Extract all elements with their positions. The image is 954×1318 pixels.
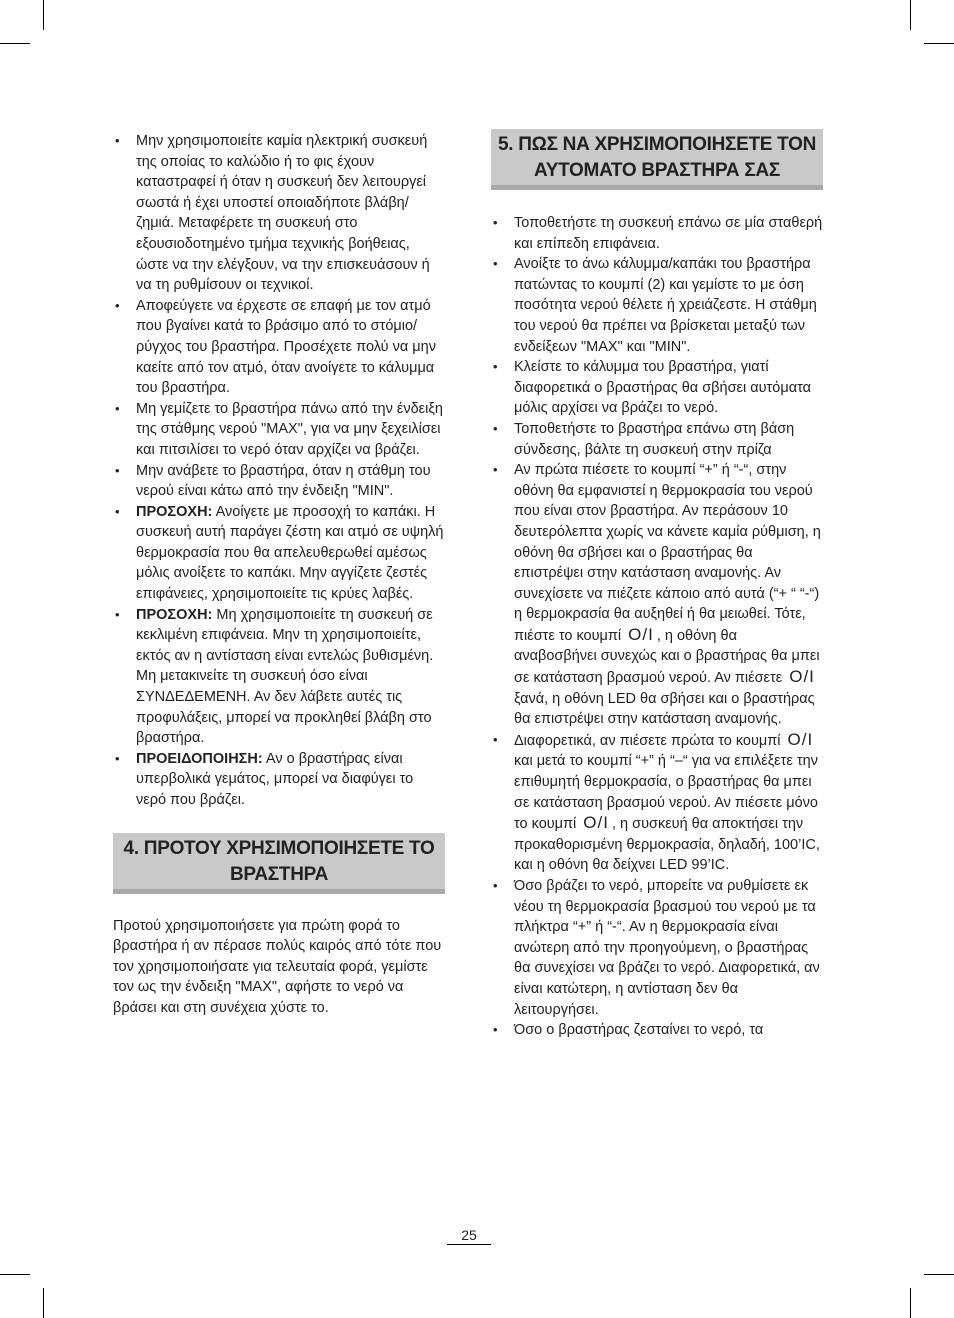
item-text: Ανοίξτε το άνω κάλυμμα/καπάκι του βραστήρα πατώντας το κουμπί (2) και γεμίστε το με όση ποσότητα νερού θέλετε ή χρειάζεστε. Η στάθμη του νερού θα πρέπει να βρίσκεται μεταξύ των ενδείξεων "MAX" και "MIN". (514, 256, 817, 355)
list-item (491, 357, 823, 419)
item-text: Κλείστε το κάλυμμα του βραστήρα, γιατί διαφορετικά ο βραστήρας θα σβήσει αυτόματα μόλις αρχίσει να βράζει το νερό. (514, 359, 811, 417)
item-text: , η συσκευή θα αποκτήσει την προκαθορισμένη θερμοκρασία, δηλαδή, 100’IC, και η οθόνη θα δείχνει LED 99’IC. (514, 816, 820, 874)
warnings-list (113, 131, 445, 811)
list-item (491, 254, 823, 357)
crop-mark (0, 43, 30, 44)
heading-line: 5. ΠΩΣ ΝΑ ΧΡΗΣΙΜΟΠΟΙΗΣΕΤΕ ΤΟΝ (497, 134, 817, 155)
item-text: Όσο ο βραστήρας ζεσταίνει το νερό, τα (514, 1022, 764, 1039)
heading-line: ΑΥΤΟΜΑΤΟ ΒΡΑΣΤΗΡΑ ΣΑΣ (534, 160, 780, 181)
item-text: Ανοίγετε με προσοχή το καπάκι. Η συσκευή αυτή παράγει ζέστη και ατμό σε υψηλή θερμοκρασία που θα απελευθερωθεί αμέσως μόλις ανοίξετε το καπάκι. Μην αγγίζετε ζεστές επιφάνειες, χρησιμοποιείτε τις κρύες λαβές. (136, 503, 444, 603)
power-button-icon: O/I (583, 813, 609, 833)
list-item (113, 749, 445, 811)
list-item (491, 876, 823, 1020)
right-column (491, 129, 823, 1041)
item-text: Όσο βράζει το νερό, μπορείτε να ρυθμίσετε εκ νέου τη θερμοκρασία βρασμού του νερού με τα πλήκτρα “+” ή “-“. Αν η θερμοκρασία είναι ανώτερη από την προηγούμενη, ο βραστήρας θα συνεχίσει να βράζει το νερό. Διαφορετικά, αν είναι κατώτερη, η αντίσταση δεν θα λειτουργήσει. (514, 878, 820, 1018)
crop-mark (43, 1288, 44, 1318)
list-item (491, 1020, 823, 1041)
item-text: και μετά το κουμπί “+” ή “–“ για να επιλέξετε την επιθυμητή θερμοκρασία, ο βραστήρας θα μπει σε κατάσταση βρασμού νερού. Αν πιέσετε μόνο το κουμπί (514, 753, 818, 833)
caution-label: ΠΡΟΣΟΧΗ: (136, 503, 213, 520)
section-4-heading (113, 833, 445, 894)
crop-mark (924, 43, 954, 44)
crop-mark (43, 0, 44, 30)
item-text: Αν πρώτα πιέσετε το κουμπί “+” ή “-“, στην οθόνη θα εμφανιστεί η θερμοκρασία του νερού που είναι στον βραστήρα. Αν περάσουν 10 δευτερόλεπτα χωρίς να κάνετε καμία ρύθμιση, η οθόνη θα σβήσει και ο βραστήρας θα επιστρέψει στην κατάσταση αναμονής. Αν συνεχίσετε να πιέζετε κάποιο από αυτά (“+ “ “-“) η θερμοκρασία θα αυξηθεί ή θα μειωθεί. Τότε, πιέστε το κουμπί (514, 462, 821, 644)
list-item (113, 296, 445, 399)
list-item (113, 461, 445, 502)
list-item (491, 730, 823, 876)
item-text: Μην χρησιμοποιείτε καμία ηλεκτρική συσκευή της οποίας το καλώδιο ή το φις έχουν καταστραφεί ή όταν η συσκευή δεν λειτουργεί σωστά ή έχει υποστεί οποιαδήποτε βλάβη/ ζημιά. Μεταφέρετε τη συσκευή στο εξουσιοδοτημένο τμήμα τεχνικής βοήθειας, ώστε να την ελέγξουν, να την επισκευάσουν ή να τη ρυθμίσουν οι τεχνικοί. (136, 133, 430, 294)
power-button-icon: O/I (787, 729, 814, 749)
power-button-icon: O/I (628, 624, 654, 644)
page-number: 25 (447, 1226, 491, 1245)
list-item (113, 399, 445, 461)
item-text: Μη γεμίζετε το βραστήρα πάνω από την ένδειξη της στάθμης νερού "MAX", για να μην ξεχειλίσει και πιτσιλίσει το νερό όταν αρχίζει να βράζει. (136, 400, 443, 458)
crop-mark (910, 0, 911, 30)
crop-mark (910, 1288, 911, 1318)
item-text: Τοποθετήστε τη συσκευή επάνω σε μία σταθερή και επίπεδη επιφάνεια. (514, 215, 823, 252)
list-item (491, 419, 823, 460)
item-text: Τοποθετήστε το βραστήρα επάνω στη βάση σύνδεσης, βάλτε τη συσκευή στην πρίζα (514, 420, 795, 458)
item-text: Αποφεύγετε να έρχεστε σε επαφή με τον ατμό που βγαίνει κατά το βράσιμο από το στόμιο/ρύγχος του βραστήρα. Προσέχετε πολύ να μην καείτε από τον ατμό, όταν ανοίγετε το κάλυμμα του βραστήρα. (136, 297, 436, 397)
item-text: Μην ανάβετε το βραστήρα, όταν η στάθμη του νερού είναι κάτω από την ένδειξη "MIN". (136, 462, 431, 500)
crop-mark (924, 1274, 954, 1275)
section-5-heading (491, 129, 823, 190)
list-item (113, 131, 445, 296)
power-button-icon: O/I (789, 667, 815, 687)
item-text: Αν ο βραστήρας είναι υπερβολικά γεμάτος, μπορεί να διαφύγει το νερό που βράζει. (136, 750, 414, 808)
item-text: Μη χρησιμοποιείτε τη συσκευή σε κεκλιμένη επιφάνεια. Μην τη χρησιμοποιείτε, εκτός αν η αντίσταση είναι εντελώς βυθισμένη. Μη μετακινείτε τη συσκευή όσο είναι ΣΥΝΔΕΔΕΜΕΝΗ. Αν δεν λάβετε αυτές τις προφυλάξεις, μπορεί να προκληθεί βλάβη στο βραστήρα. (136, 606, 434, 747)
list-item (113, 605, 445, 749)
item-text: , η οθόνη θα αναβοσβήνει συνεχώς και ο βραστήρας θα μπει σε κατάσταση βρασμού νερού. Αν πιέσετε (514, 627, 820, 687)
section-4-paragraph: Προτού χρησιμοποιήσετε για πρώτη φορά το βραστήρα ή αν πέρασε πολύς καιρός από τότε που τον χρησιμοποιήσατε για τελευταία φορά, γεμίστε τον ως την ένδειξη "MAX", αφήστε το νερό να βράσει και στη συνέχεια χύστε το. (113, 917, 442, 1016)
caution-label: ΠΡΟΣΟΧΗ: (136, 606, 213, 623)
list-item (491, 460, 823, 730)
heading-line: ΒΡΑΣΤΗΡΑ (229, 863, 329, 885)
left-column (113, 131, 445, 1019)
item-text: ξανά, η οθόνη LED θα σβήσει και ο βραστήρας θα επιστρέψει στην κατάσταση αναμονής. (514, 690, 815, 728)
list-item (491, 213, 823, 254)
heading-line: 4. ΠΡΟΤΟΥ ΧΡΗΣΙΜΟΠΟΙΗΣΕΤΕ ΤΟ (123, 837, 435, 859)
warning-label: ΠΡΟΕΙΔΟΠΟΙΗΣΗ: (136, 750, 263, 767)
list-item (113, 502, 445, 605)
crop-mark (0, 1274, 30, 1275)
item-text: Διαφορετικά, αν πιέσετε πρώτα το κουμπί (514, 732, 781, 749)
steps-list (491, 213, 823, 1041)
